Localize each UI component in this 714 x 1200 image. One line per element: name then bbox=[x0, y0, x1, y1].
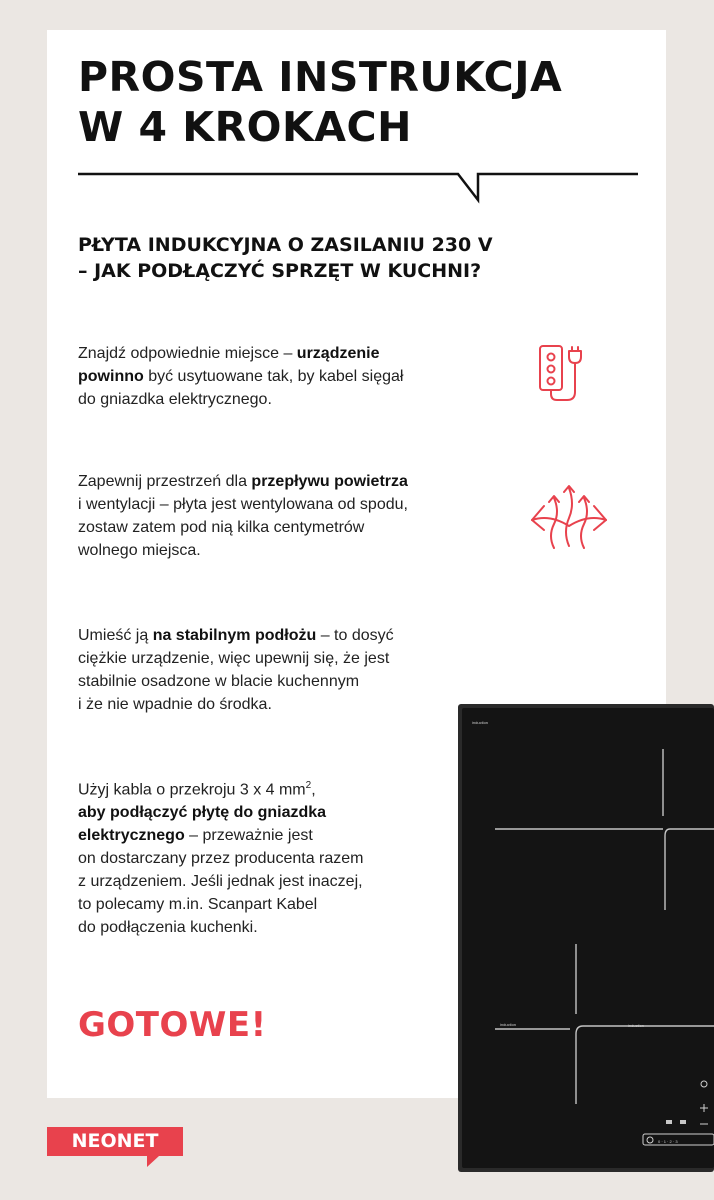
step-run-text: i wentylacji – płyta jest wentylowana od spodu, bbox=[78, 496, 408, 513]
step-run-text: do podłączenia kuchenki. bbox=[78, 919, 258, 937]
induction-hob-image bbox=[458, 704, 714, 1172]
step-run-text: – to dosyć bbox=[316, 627, 394, 644]
step-line bbox=[78, 670, 394, 693]
step-line bbox=[78, 893, 363, 916]
step-line bbox=[78, 916, 363, 939]
title-line-1: PROSTA INSTRUKCJA bbox=[78, 53, 563, 101]
hob-control-digits: 0 · 1 · 2 · 3 bbox=[658, 1139, 678, 1144]
step-line bbox=[78, 693, 394, 716]
step-3-text bbox=[78, 624, 394, 716]
step-1-text bbox=[78, 342, 403, 411]
step-line bbox=[78, 847, 363, 870]
step-run-text: być usytuowane tak, by kabel sięgał bbox=[143, 368, 404, 385]
airflow-icon bbox=[524, 478, 614, 554]
step-run-text: Umieść ją bbox=[78, 627, 153, 644]
step-run-text: , bbox=[311, 781, 316, 799]
step-line bbox=[78, 774, 363, 801]
step-run-text: wolnego miejsca. bbox=[78, 542, 201, 559]
step-bold-text: urządzenie bbox=[296, 345, 380, 362]
step-line bbox=[78, 539, 408, 562]
hob-zone-label-2: induction bbox=[500, 1022, 517, 1027]
hob-brand-label: induction bbox=[472, 720, 489, 725]
step-run-text: do gniazdka elektrycznego. bbox=[78, 391, 272, 408]
step-run-text: Zapewnij przestrzeń dla bbox=[78, 473, 252, 490]
step-line bbox=[78, 493, 408, 516]
step-run-text: stabilnie osadzone w blacie kuchennym bbox=[78, 673, 360, 690]
subtitle-line-1: PŁYTA INDUKCYJNA O ZASILANIU 230 V bbox=[78, 234, 493, 256]
title-line-2: W 4 KROKACH bbox=[78, 103, 412, 151]
step-run-text: on dostarczany przez producenta razem bbox=[78, 850, 364, 868]
step-bold-text: aby podłączyć płytę do gniazdka bbox=[78, 804, 327, 822]
step-bold-text: elektrycznego bbox=[78, 827, 185, 845]
step-run-text: z urządzeniem. Jeśli jednak jest inaczej, bbox=[78, 873, 363, 891]
done-label: GOTOWE! bbox=[78, 1005, 267, 1045]
step-bold-text: przepływu powietrza bbox=[251, 473, 408, 490]
hob-zone-label-1: induction bbox=[628, 1023, 645, 1028]
step-line bbox=[78, 824, 363, 847]
page-subtitle bbox=[78, 232, 493, 284]
subtitle-line-2: – JAK PODŁĄCZYĆ SPRZĘT W KUCHNI? bbox=[78, 260, 482, 282]
step-run-text: Użyj kabla o przekroju 3 x 4 mm bbox=[78, 781, 306, 799]
step-line bbox=[78, 388, 403, 411]
step-run-text: to polecamy m.in. Scanpart Kabel bbox=[78, 896, 318, 914]
step-run-text: ciężkie urządzenie, więc upewnij się, że jest bbox=[78, 650, 390, 667]
step-4-text bbox=[78, 774, 363, 939]
step-line bbox=[78, 342, 403, 365]
speech-bubble-divider bbox=[78, 172, 638, 204]
socket-plug-icon bbox=[534, 342, 594, 408]
step-line bbox=[78, 624, 394, 647]
step-2-text bbox=[78, 470, 408, 562]
step-bold-text: na stabilnym podłożu bbox=[152, 627, 317, 644]
step-line bbox=[78, 801, 363, 824]
superscript: 2 bbox=[305, 780, 312, 791]
step-run-text: zostaw zatem pod nią kilka centymetrów bbox=[78, 519, 365, 536]
step-line bbox=[78, 365, 403, 388]
step-bold-text: powinno bbox=[78, 368, 144, 385]
step-run-text: – przeważnie jest bbox=[184, 827, 313, 845]
logo-text: NEONET bbox=[71, 1130, 159, 1152]
step-run-text: Znajdź odpowiednie miejsce – bbox=[78, 345, 297, 362]
step-line bbox=[78, 870, 363, 893]
page-title bbox=[78, 52, 562, 152]
step-run-text: i że nie wpadnie do środka. bbox=[78, 696, 272, 713]
step-line bbox=[78, 470, 408, 493]
step-line bbox=[78, 516, 408, 539]
step-line bbox=[78, 647, 394, 670]
